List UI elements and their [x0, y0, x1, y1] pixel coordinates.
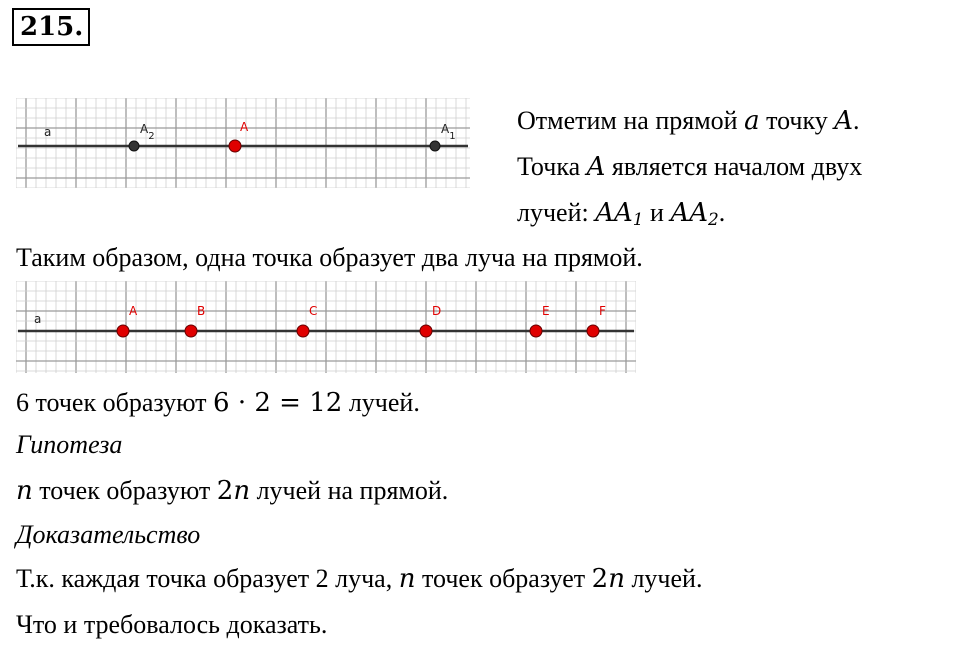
- point-a-label: A: [129, 304, 138, 318]
- paragraph-1: Отметим на прямой a точку A.: [517, 106, 860, 136]
- point-f-label: F: [599, 304, 606, 318]
- paragraph-6: n точек образуют 2n лучей на прямой.: [16, 476, 449, 506]
- point-c: [297, 325, 309, 337]
- point-d: [420, 325, 432, 337]
- paragraph-4: Таким образом, одна точка образует два луча на прямой.: [16, 243, 643, 272]
- line-label: a: [34, 312, 42, 326]
- point-d-label: D: [432, 304, 442, 318]
- point-a2-label: $A_2$: [140, 122, 155, 142]
- proof-heading: Доказательство: [16, 520, 201, 549]
- problem-number: 215.: [12, 8, 90, 46]
- point-a-label: A: [240, 120, 249, 134]
- point-c-label: C: [309, 304, 318, 318]
- point-e-label: E: [542, 304, 550, 318]
- point-b-label: B: [197, 304, 206, 318]
- paragraph-5: 6 точек образуют 6 · 2 = 12 лучей.: [16, 388, 420, 418]
- point-a1: [430, 141, 440, 151]
- hypothesis-heading: Гипотеза: [16, 430, 123, 459]
- figure-one-svg: [16, 98, 470, 188]
- point-a2: [129, 141, 139, 151]
- paragraph-7: Т.к. каждая точка образует 2 луча, n точек образует 2n лучей.: [16, 564, 703, 594]
- paragraph-3: лучей: $AA_1$ и $AA_2$.: [517, 198, 726, 230]
- point-a: [229, 140, 241, 152]
- point-a: [117, 325, 129, 337]
- paragraph-8: Что и требовалось доказать.: [16, 610, 328, 639]
- paragraph-2: Точка A является началом двух: [517, 152, 863, 182]
- line-label: a: [44, 125, 52, 139]
- figure-six-svg: [16, 281, 636, 373]
- point-b: [185, 325, 197, 337]
- point-f: [587, 325, 599, 337]
- point-e: [530, 325, 542, 337]
- figure-one-point: [16, 98, 470, 188]
- figure-six-points: [16, 281, 636, 373]
- point-a1-label: $A_1$: [441, 122, 456, 142]
